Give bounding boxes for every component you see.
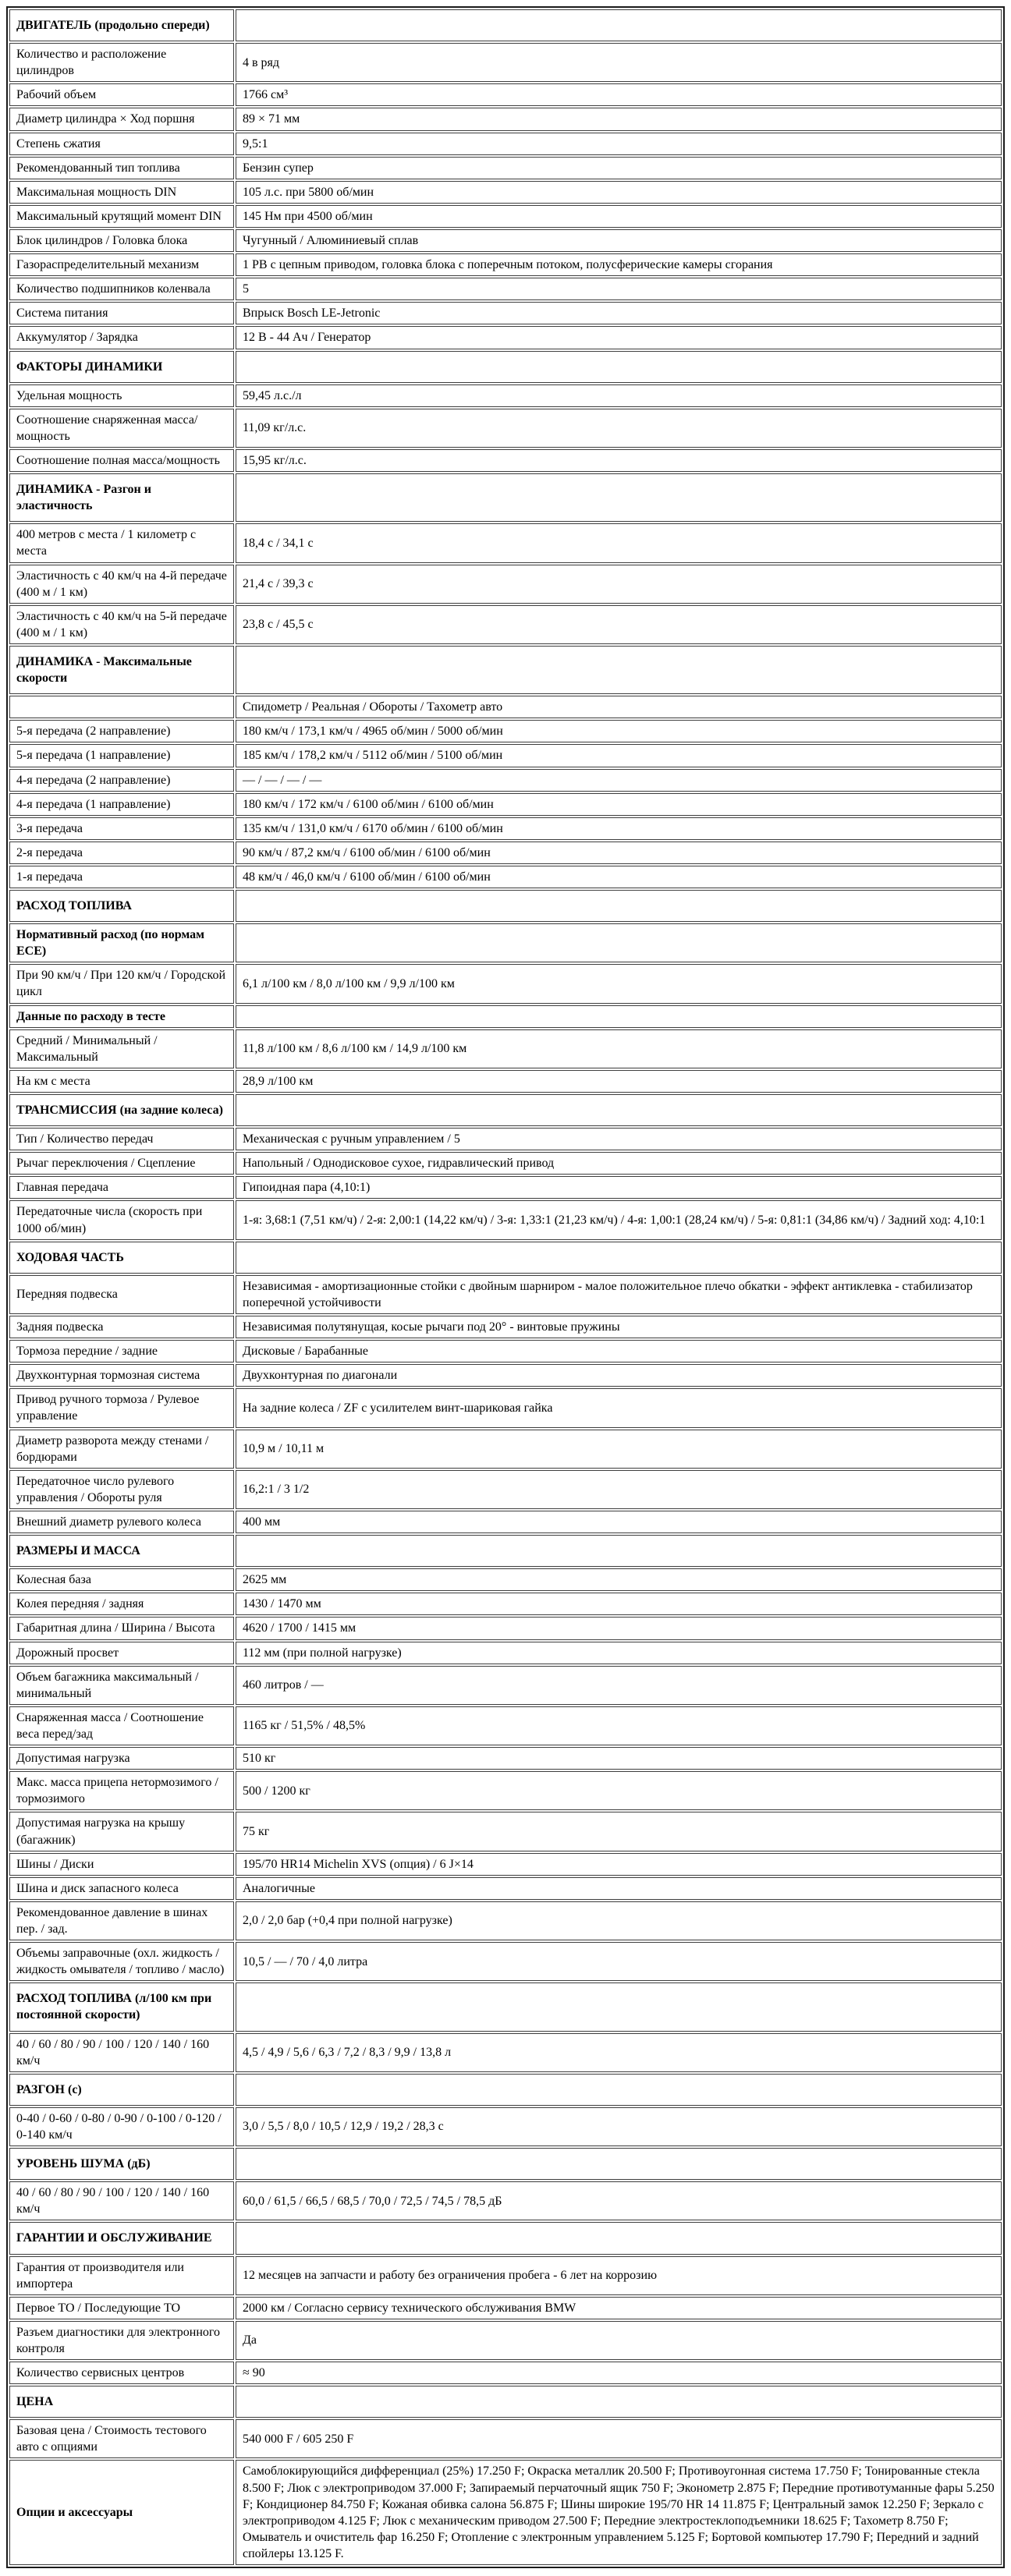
table-row bbox=[9, 2148, 1002, 2180]
spec-value: 510 кг bbox=[236, 1747, 1002, 1770]
spec-value: Гипоидная пара (4,10:1) bbox=[236, 1176, 1002, 1199]
spec-value: 1-я: 3,68:1 (7,51 км/ч) / 2-я: 2,00:1 (14,22 км/ч) / 3-я: 1,33:1 (21,23 км/ч) / 4-я: 1,00:1 (28,24 км/ч) / 5-я: 0,81:1 (34,86 км/ч) / Задний ход: 4,10:1 bbox=[236, 1200, 1002, 1239]
table-row bbox=[9, 2460, 1002, 2565]
spec-label: УРОВЕНЬ ШУМА (дБ) bbox=[9, 2148, 234, 2180]
spec-value bbox=[236, 9, 1002, 41]
spec-value bbox=[236, 1242, 1002, 1274]
spec-label: ДИНАМИКА - Разгон и эластичность bbox=[9, 473, 234, 522]
spec-value: 23,8 с / 45,5 с bbox=[236, 605, 1002, 644]
spec-value: 90 км/ч / 87,2 км/ч / 6100 об/мин / 6100 об/мин bbox=[236, 842, 1002, 864]
spec-value bbox=[236, 890, 1002, 922]
table-row bbox=[9, 43, 1002, 82]
spec-value: Напольный / Однодисковое сухое, гидравлический привод bbox=[236, 1152, 1002, 1175]
spec-value bbox=[236, 646, 1002, 694]
spec-label: Рекомендованный тип топлива bbox=[9, 157, 234, 179]
spec-label: Передняя подвеска bbox=[9, 1275, 234, 1314]
table-row bbox=[9, 157, 1002, 179]
table-row bbox=[9, 817, 1002, 840]
spec-label: Допустимая нагрузка на крышу (багажник) bbox=[9, 1812, 234, 1851]
spec-label: Степень сжатия bbox=[9, 133, 234, 155]
table-row bbox=[9, 1853, 1002, 1876]
spec-value: Самоблокирующийся дифференциал (25%) 17.250 F; Окраска металлик 20.500 F; Противоугонная система 17.750 F; Тонированные стекла 8.500 F; Люк с электроприводом 37.000 F; Запираемый перчаточный ящик 750 F; Эконометр 2.875 F; Передние противотуманные фары 5.250 F; Кондиционер 84.750 F; Кожаная обивка салона 56.875 F; Шины широкие 195/70 HR 14 11.875 F; Центральный замок 12.250 F; Зеркало с электроприводом 4.125 F; Люк с механическим приводом 27.500 F; Передние электростеклоподъемники 18.625 F; Тахометр 8.750 F; Омыватель и очиститель фар 16.250 F; Отопление с электронным управлением 5.125 F; Бортовой компьютер 17.790 F; Передний и задний спойлеры 13.125 F. bbox=[236, 2460, 1002, 2565]
spec-value: 12 В - 44 Ач / Генератор bbox=[236, 326, 1002, 349]
spec-label: 0-40 / 0-60 / 0-80 / 0-90 / 0-100 / 0-120 / 0-140 км/ч bbox=[9, 2107, 234, 2146]
spec-label: Средний / Минимальный / Максимальный bbox=[9, 1029, 234, 1068]
spec-label: ХОДОВАЯ ЧАСТЬ bbox=[9, 1242, 234, 1274]
table-row bbox=[9, 205, 1002, 228]
spec-value: 10,9 м / 10,11 м bbox=[236, 1430, 1002, 1469]
table-row bbox=[9, 278, 1002, 300]
spec-label: Объемы заправочные (охл. жидкость / жидкость омывателя / топливо / масло) bbox=[9, 1942, 234, 1981]
table-row bbox=[9, 1812, 1002, 1851]
table-row bbox=[9, 605, 1002, 644]
spec-label: Максимальный крутящий момент DIN bbox=[9, 205, 234, 228]
spec-value bbox=[236, 2148, 1002, 2180]
spec-label: РАСХОД ТОПЛИВА (л/100 км при постоянной скорости) bbox=[9, 1982, 234, 2031]
table-row bbox=[9, 1877, 1002, 1900]
table-row bbox=[9, 409, 1002, 448]
spec-value: 400 мм bbox=[236, 1511, 1002, 1533]
spec-value: 1430 / 1470 мм bbox=[236, 1593, 1002, 1615]
spec-value: 1 РВ с цепным приводом, головка блока с поперечным потоком, полусферические камеры сгорания bbox=[236, 253, 1002, 276]
table-row bbox=[9, 890, 1002, 922]
spec-value: 4,5 / 4,9 / 5,6 / 6,3 / 7,2 / 8,3 / 9,9 / 13,8 л bbox=[236, 2033, 1002, 2072]
spec-value: 11,09 кг/л.с. bbox=[236, 409, 1002, 448]
spec-value: 460 литров / — bbox=[236, 1666, 1002, 1705]
spec-value: 500 / 1200 кг bbox=[236, 1771, 1002, 1810]
table-row bbox=[9, 1430, 1002, 1469]
spec-value: Да bbox=[236, 2321, 1002, 2360]
spec-label: ГАРАНТИИ И ОБСЛУЖИВАНИЕ bbox=[9, 2222, 234, 2254]
table-row bbox=[9, 793, 1002, 816]
spec-label: 1-я передача bbox=[9, 866, 234, 888]
spec-label: Количество подшипников коленвала bbox=[9, 278, 234, 300]
spec-label: Объем багажника максимальный / минимальный bbox=[9, 1666, 234, 1705]
spec-value: 4 в ряд bbox=[236, 43, 1002, 82]
spec-value: 11,8 л/100 км / 8,6 л/100 км / 14,9 л/100 км bbox=[236, 1029, 1002, 1068]
spec-label: РАЗГОН (с) bbox=[9, 2074, 234, 2106]
spec-value bbox=[236, 2222, 1002, 2254]
table-row bbox=[9, 1005, 1002, 1028]
spec-value: Двухконтурная по диагонали bbox=[236, 1364, 1002, 1387]
spec-label: Соотношение снаряженная масса/мощность bbox=[9, 409, 234, 448]
table-row bbox=[9, 1152, 1002, 1175]
spec-value: ≈ 90 bbox=[236, 2362, 1002, 2384]
spec-value: 540 000 F / 605 250 F bbox=[236, 2419, 1002, 2458]
spec-label: Удельная мощность bbox=[9, 384, 234, 407]
spec-value: Механическая с ручным управлением / 5 bbox=[236, 1128, 1002, 1150]
table-row bbox=[9, 1901, 1002, 1940]
spec-label: Габаритная длина / Ширина / Высота bbox=[9, 1617, 234, 1639]
table-row bbox=[9, 1568, 1002, 1591]
spec-value: Спидометр / Реальная / Обороты / Тахометр авто bbox=[236, 696, 1002, 718]
table-row bbox=[9, 1070, 1002, 1093]
table-row bbox=[9, 2362, 1002, 2384]
spec-label: ТРАНСМИССИЯ (на задние колеса) bbox=[9, 1094, 234, 1126]
spec-value: 21,4 с / 39,3 с bbox=[236, 565, 1002, 604]
spec-label: ДИНАМИКА - Максимальные скорости bbox=[9, 646, 234, 694]
spec-label: Опции и аксессуары bbox=[9, 2460, 234, 2565]
spec-value: Аналогичные bbox=[236, 1877, 1002, 1900]
spec-label: Передаточные числа (скорость при 1000 об/мин) bbox=[9, 1200, 234, 1239]
table-row bbox=[9, 449, 1002, 472]
spec-value bbox=[236, 1094, 1002, 1126]
spec-value: 12 месяцев на запчасти и работу без ограничения пробега - 6 лет на коррозию bbox=[236, 2256, 1002, 2295]
spec-label: Рекомендованное давление в шинах пер. / зад. bbox=[9, 1901, 234, 1940]
spec-label: 40 / 60 / 80 / 90 / 100 / 120 / 140 / 160 км/ч bbox=[9, 2033, 234, 2072]
spec-label: Данные по расходу в тесте bbox=[9, 1005, 234, 1028]
table-row bbox=[9, 565, 1002, 604]
spec-value: Чугунный / Алюминиевый сплав bbox=[236, 229, 1002, 252]
table-row bbox=[9, 1942, 1002, 1981]
table-row bbox=[9, 1642, 1002, 1664]
spec-value: 2625 мм bbox=[236, 1568, 1002, 1591]
spec-label: Количество сервисных центров bbox=[9, 2362, 234, 2384]
table-row bbox=[9, 2222, 1002, 2254]
spec-value: 180 км/ч / 173,1 км/ч / 4965 об/мин / 5000 об/мин bbox=[236, 720, 1002, 742]
spec-value: Бензин супер bbox=[236, 157, 1002, 179]
spec-value: На задние колеса / ZF с усилителем винт-шариковая гайка bbox=[236, 1388, 1002, 1427]
spec-label: Передаточное число рулевого управления / Обороты руля bbox=[9, 1470, 234, 1509]
spec-value: 6,1 л/100 км / 8,0 л/100 км / 9,9 л/100 км bbox=[236, 964, 1002, 1003]
spec-label: Соотношение полная масса/мощность bbox=[9, 449, 234, 472]
spec-label: Рычаг переключения / Сцепление bbox=[9, 1152, 234, 1175]
table-row bbox=[9, 1535, 1002, 1567]
spec-value: 3,0 / 5,5 / 8,0 / 10,5 / 12,9 / 19,2 / 28,3 с bbox=[236, 2107, 1002, 2146]
spec-label: Главная передача bbox=[9, 1176, 234, 1199]
spec-label: Разъем диагностики для электронного контроля bbox=[9, 2321, 234, 2360]
spec-value: 195/70 HR14 Michelin XVS (опция) / 6 J×14 bbox=[236, 1853, 1002, 1876]
spec-label: РАСХОД ТОПЛИВА bbox=[9, 890, 234, 922]
spec-label: Эластичность с 40 км/ч на 5-й передаче (400 м / 1 км) bbox=[9, 605, 234, 644]
spec-value: 145 Нм при 4500 об/мин bbox=[236, 205, 1002, 228]
table-row bbox=[9, 181, 1002, 204]
table-row bbox=[9, 1511, 1002, 1533]
table-row bbox=[9, 2074, 1002, 2106]
table-row bbox=[9, 1388, 1002, 1427]
spec-table bbox=[6, 6, 1005, 2568]
spec-value bbox=[236, 2074, 1002, 2106]
table-row bbox=[9, 769, 1002, 792]
spec-value bbox=[236, 1535, 1002, 1567]
spec-value: 28,9 л/100 км bbox=[236, 1070, 1002, 1093]
spec-table-body bbox=[9, 9, 1002, 2565]
table-row bbox=[9, 1200, 1002, 1239]
table-row bbox=[9, 2297, 1002, 2319]
spec-value: Дисковые / Барабанные bbox=[236, 1340, 1002, 1362]
table-row bbox=[9, 2256, 1002, 2295]
table-row bbox=[9, 83, 1002, 106]
table-row bbox=[9, 1316, 1002, 1338]
table-row bbox=[9, 1617, 1002, 1639]
spec-value: Независимая полутянущая, косые рычаги под 20° - винтовые пружины bbox=[236, 1316, 1002, 1338]
table-row bbox=[9, 964, 1002, 1003]
table-row bbox=[9, 1982, 1002, 2031]
spec-value: 135 км/ч / 131,0 км/ч / 6170 об/мин / 6100 об/мин bbox=[236, 817, 1002, 840]
spec-label: Блок цилиндров / Головка блока bbox=[9, 229, 234, 252]
table-row bbox=[9, 1771, 1002, 1810]
spec-value: 1165 кг / 51,5% / 48,5% bbox=[236, 1706, 1002, 1745]
table-row bbox=[9, 2386, 1002, 2418]
table-row bbox=[9, 1029, 1002, 1068]
spec-label: На км с места bbox=[9, 1070, 234, 1093]
spec-label: 4-я передача (2 направление) bbox=[9, 769, 234, 792]
spec-value: 2,0 / 2,0 бар (+0,4 при полной нагрузке) bbox=[236, 1901, 1002, 1940]
spec-label: Рабочий объем bbox=[9, 83, 234, 106]
spec-value bbox=[236, 2386, 1002, 2418]
table-row bbox=[9, 302, 1002, 324]
spec-label: Допустимая нагрузка bbox=[9, 1747, 234, 1770]
spec-label: Гарантия от производителя или импортера bbox=[9, 2256, 234, 2295]
spec-label: Первое ТО / Последующие ТО bbox=[9, 2297, 234, 2319]
spec-label: Макс. масса прицепа нетормозимого / тормозимого bbox=[9, 1771, 234, 1810]
spec-value: 10,5 / — / 70 / 4,0 литра bbox=[236, 1942, 1002, 1981]
table-row bbox=[9, 1666, 1002, 1705]
table-row bbox=[9, 842, 1002, 864]
table-row bbox=[9, 1470, 1002, 1509]
table-row bbox=[9, 253, 1002, 276]
table-row bbox=[9, 2107, 1002, 2146]
spec-label: Базовая цена / Стоимость тестового авто с опциями bbox=[9, 2419, 234, 2458]
spec-label: 5-я передача (1 направление) bbox=[9, 744, 234, 767]
spec-label: ДВИГАТЕЛЬ (продольно спереди) bbox=[9, 9, 234, 41]
spec-value: 89 × 71 мм bbox=[236, 108, 1002, 130]
spec-value: 1766 см³ bbox=[236, 83, 1002, 106]
spec-label: Система питания bbox=[9, 302, 234, 324]
spec-label: Колесная база bbox=[9, 1568, 234, 1591]
spec-label: 40 / 60 / 80 / 90 / 100 / 120 / 140 / 160 км/ч bbox=[9, 2181, 234, 2220]
spec-label: Шина и диск запасного колеса bbox=[9, 1877, 234, 1900]
spec-label: Нормативный расход (по нормам ЕСЕ) bbox=[9, 923, 234, 962]
spec-value: Впрыск Bosch LE-Jetronic bbox=[236, 302, 1002, 324]
spec-value: 18,4 с / 34,1 с bbox=[236, 523, 1002, 562]
table-row bbox=[9, 326, 1002, 349]
spec-value: 5 bbox=[236, 278, 1002, 300]
spec-value bbox=[236, 1982, 1002, 2031]
table-row bbox=[9, 9, 1002, 41]
spec-label: 5-я передача (2 направление) bbox=[9, 720, 234, 742]
spec-value: Независимая - амортизационные стойки с двойным шарниром - малое положительное плечо обкатки - эффект антиклевка - стабилизатор поперечной устойчивости bbox=[236, 1275, 1002, 1314]
table-row bbox=[9, 1128, 1002, 1150]
spec-value: 16,2:1 / 3 1/2 bbox=[236, 1470, 1002, 1509]
spec-label: Тип / Количество передач bbox=[9, 1128, 234, 1150]
table-row bbox=[9, 744, 1002, 767]
spec-label: Количество и расположение цилиндров bbox=[9, 43, 234, 82]
spec-label: Максимальная мощность DIN bbox=[9, 181, 234, 204]
table-row bbox=[9, 1593, 1002, 1615]
spec-label bbox=[9, 696, 234, 718]
spec-label: Колея передняя / задняя bbox=[9, 1593, 234, 1615]
spec-label: При 90 км/ч / При 120 км/ч / Городской цикл bbox=[9, 964, 234, 1003]
spec-label: ЦЕНА bbox=[9, 2386, 234, 2418]
spec-value: 15,95 кг/л.с. bbox=[236, 449, 1002, 472]
spec-label: Снаряженная масса / Соотношение веса перед/зад bbox=[9, 1706, 234, 1745]
spec-label: Шины / Диски bbox=[9, 1853, 234, 1876]
table-row bbox=[9, 1706, 1002, 1745]
table-row bbox=[9, 229, 1002, 252]
spec-label: РАЗМЕРЫ И МАССА bbox=[9, 1535, 234, 1567]
spec-label: Двухконтурная тормозная система bbox=[9, 1364, 234, 1387]
spec-value bbox=[236, 1005, 1002, 1028]
spec-value: 59,45 л.с./л bbox=[236, 384, 1002, 407]
spec-label: 400 метров с места / 1 километр с места bbox=[9, 523, 234, 562]
spec-value: 185 км/ч / 178,2 км/ч / 5112 об/мин / 5100 об/мин bbox=[236, 744, 1002, 767]
spec-label: Диаметр разворота между стенами / бордюрами bbox=[9, 1430, 234, 1469]
table-row bbox=[9, 2033, 1002, 2072]
spec-value: — / — / — / — bbox=[236, 769, 1002, 792]
spec-label: ФАКТОРЫ ДИНАМИКИ bbox=[9, 351, 234, 383]
table-row bbox=[9, 720, 1002, 742]
table-row bbox=[9, 646, 1002, 694]
spec-value: 48 км/ч / 46,0 км/ч / 6100 об/мин / 6100 об/мин bbox=[236, 866, 1002, 888]
table-row bbox=[9, 2321, 1002, 2360]
spec-value bbox=[236, 923, 1002, 962]
table-row bbox=[9, 1242, 1002, 1274]
spec-label: Привод ручного тормоза / Рулевое управление bbox=[9, 1388, 234, 1427]
table-row bbox=[9, 351, 1002, 383]
table-row bbox=[9, 2181, 1002, 2220]
table-row bbox=[9, 1275, 1002, 1314]
spec-label: Внешний диаметр рулевого колеса bbox=[9, 1511, 234, 1533]
table-row bbox=[9, 1176, 1002, 1199]
spec-label: Газораспределительный механизм bbox=[9, 253, 234, 276]
spec-label: 2-я передача bbox=[9, 842, 234, 864]
table-row bbox=[9, 133, 1002, 155]
spec-value: 2000 км / Согласно сервису технического обслуживания BMW bbox=[236, 2297, 1002, 2319]
spec-label: Аккумулятор / Зарядка bbox=[9, 326, 234, 349]
spec-label: Задняя подвеска bbox=[9, 1316, 234, 1338]
table-row bbox=[9, 696, 1002, 718]
spec-value: 4620 / 1700 / 1415 мм bbox=[236, 1617, 1002, 1639]
spec-value: 180 км/ч / 172 км/ч / 6100 об/мин / 6100 об/мин bbox=[236, 793, 1002, 816]
spec-label: Диаметр цилиндра × Ход поршня bbox=[9, 108, 234, 130]
table-row bbox=[9, 923, 1002, 962]
table-row bbox=[9, 2419, 1002, 2458]
spec-value: 105 л.с. при 5800 об/мин bbox=[236, 181, 1002, 204]
table-row bbox=[9, 1364, 1002, 1387]
table-row bbox=[9, 1747, 1002, 1770]
spec-value: 75 кг bbox=[236, 1812, 1002, 1851]
table-row bbox=[9, 866, 1002, 888]
spec-value: 112 мм (при полной нагрузке) bbox=[236, 1642, 1002, 1664]
table-row bbox=[9, 1094, 1002, 1126]
spec-label: Тормоза передние / задние bbox=[9, 1340, 234, 1362]
table-row bbox=[9, 384, 1002, 407]
spec-value bbox=[236, 351, 1002, 383]
spec-value: 9,5:1 bbox=[236, 133, 1002, 155]
spec-value bbox=[236, 473, 1002, 522]
spec-label: Дорожный просвет bbox=[9, 1642, 234, 1664]
spec-value: 60,0 / 61,5 / 66,5 / 68,5 / 70,0 / 72,5 / 74,5 / 78,5 дБ bbox=[236, 2181, 1002, 2220]
table-row bbox=[9, 1340, 1002, 1362]
table-row bbox=[9, 523, 1002, 562]
spec-label: Эластичность с 40 км/ч на 4-й передаче (400 м / 1 км) bbox=[9, 565, 234, 604]
spec-label: 3-я передача bbox=[9, 817, 234, 840]
spec-label: 4-я передача (1 направление) bbox=[9, 793, 234, 816]
table-row bbox=[9, 108, 1002, 130]
table-row bbox=[9, 473, 1002, 522]
